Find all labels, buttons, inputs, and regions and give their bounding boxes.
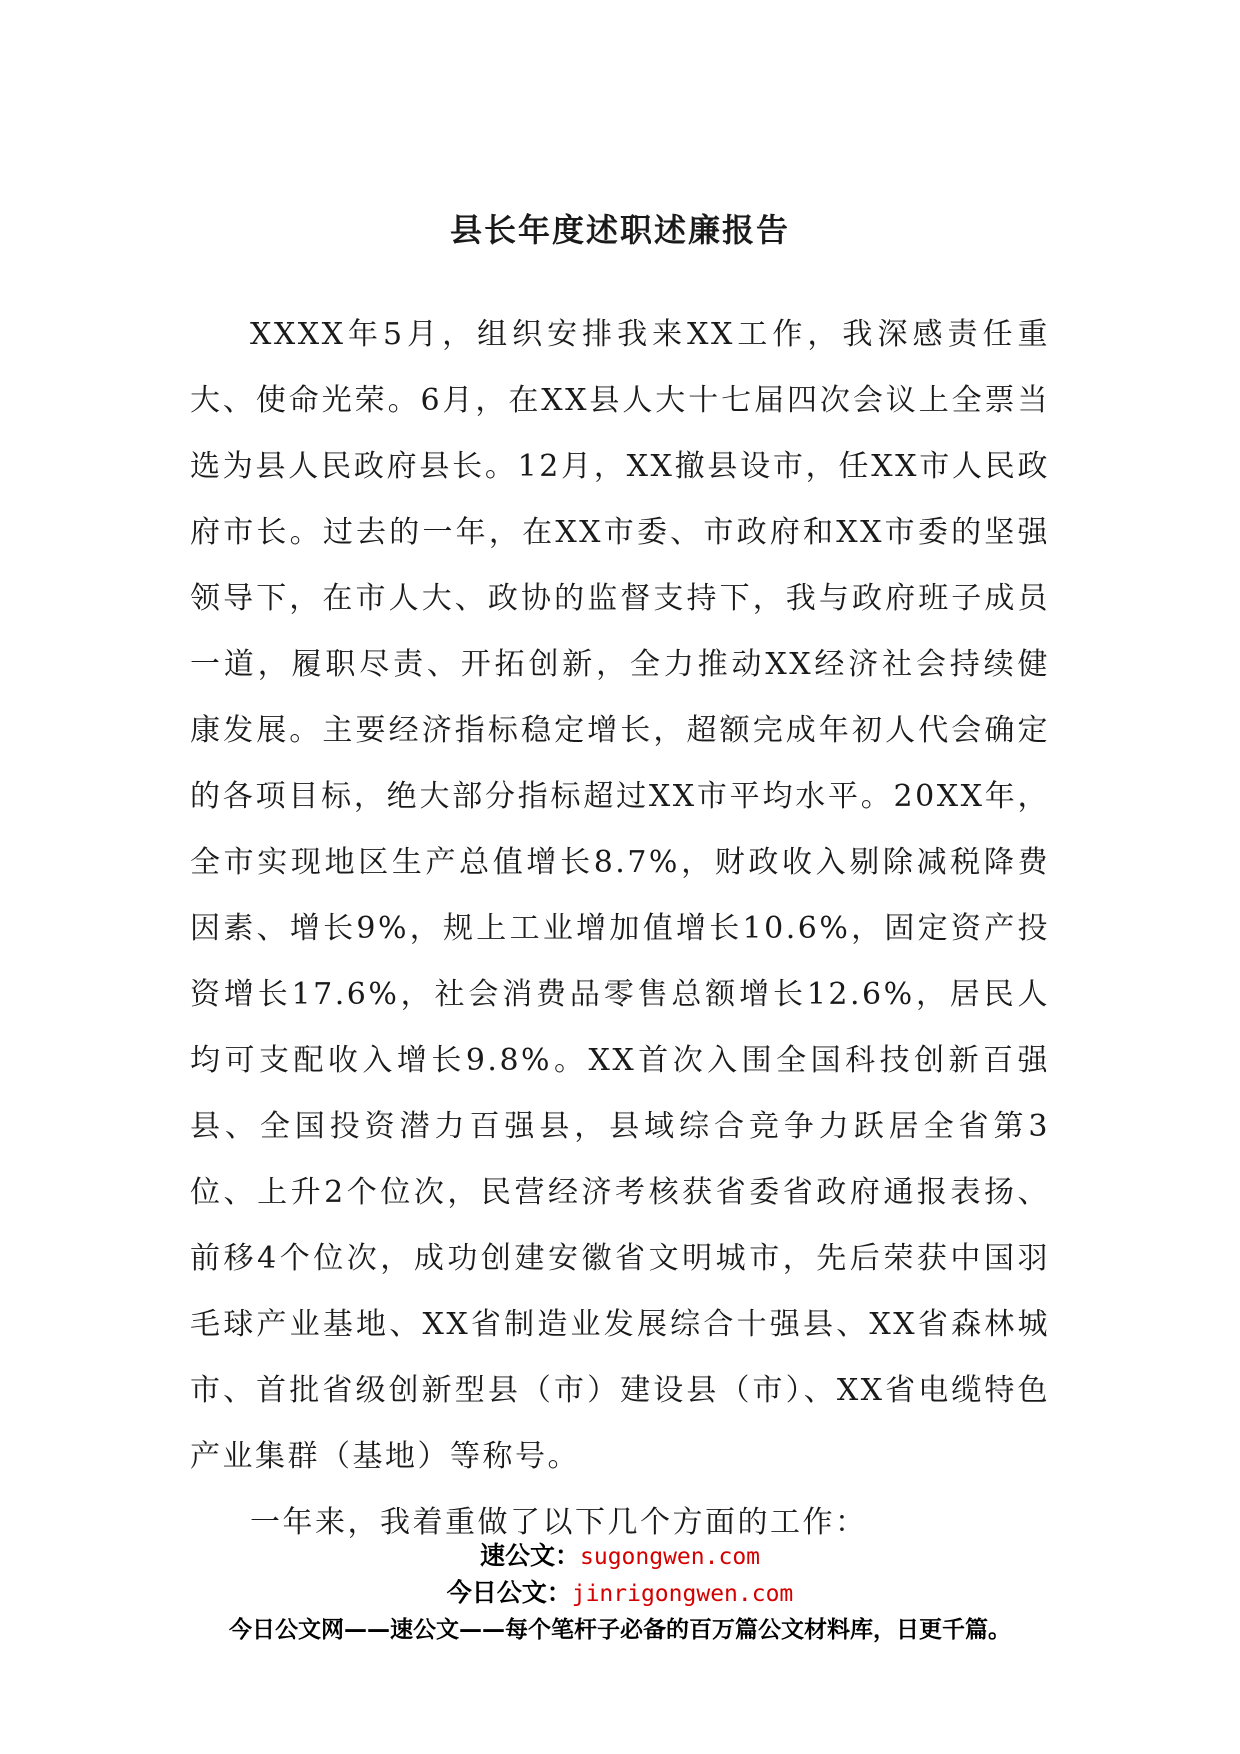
page-footer (0, 1538, 1240, 1648)
document-title: 县长年度述职述廉报告 (449, 211, 790, 249)
body-paragraph-2: 一年来，我着重做了以下几个方面的工作： (250, 1505, 868, 1540)
footer-link-jinrigongwen[interactable]: jinrigongwen.com (571, 1581, 794, 1607)
footer-link-sugongwen[interactable]: sugongwen.com (580, 1544, 761, 1570)
document-body (190, 302, 1050, 1556)
footer-label-sugongwen: 速公文： (479, 1541, 580, 1570)
body-paragraph-1: XXXX年5月，组织安排我来XX工作，我深感责任重大、使命光荣。6月，在XX县人大十七届四次会议上全票当选为县人民政府县长。12月，XX撤县设市，任XX市人民政府市长。过去的一年，在XX市委、市政府和XX市委的坚强领导下，在市人大、政协的监督支持下，我与政府班子成员一道，履职尽责、开拓创新，全力推动XX经济社会持续健康发展。主要经济指标稳定增长，超额完成年初人代会确定的各项目标，绝大部分指标超过XX市平均水平。20XX年，全市实现地区生产总值增长8.7%，财政收入剔除减税降费因素、增长9%，规上工业增加值增长10.6%，固定资产投资增长17.6%，社会消费品零售总额增长12.6%，居民人均可支配收入增长9.8%。XX首次入围全国科技创新百强县、全国投资潜力百强县，县域综合竞争力跃居全省第3位、上升2个位次，民营经济考核获省委省政府通报表扬、前移4个位次，成功创建安徽省文明城市，先后荣获中国羽毛球产业基地、XX省制造业发展综合十强县、XX省森林城市、首批省级创新型县（市）建设县（市）、XX省电缆特色产业集群（基地）等称号。 (190, 317, 1050, 1474)
footer-label-jinrigongwen: 今日公文： (446, 1578, 572, 1607)
footer-line-sugongwen (0, 1538, 1240, 1575)
footer-line-jinrigongwen (0, 1575, 1240, 1612)
footer-slogan: 今日公文网——速公文——每个笔杆子必备的百万篇公文材料库，日更千篇。 (229, 1617, 1011, 1643)
